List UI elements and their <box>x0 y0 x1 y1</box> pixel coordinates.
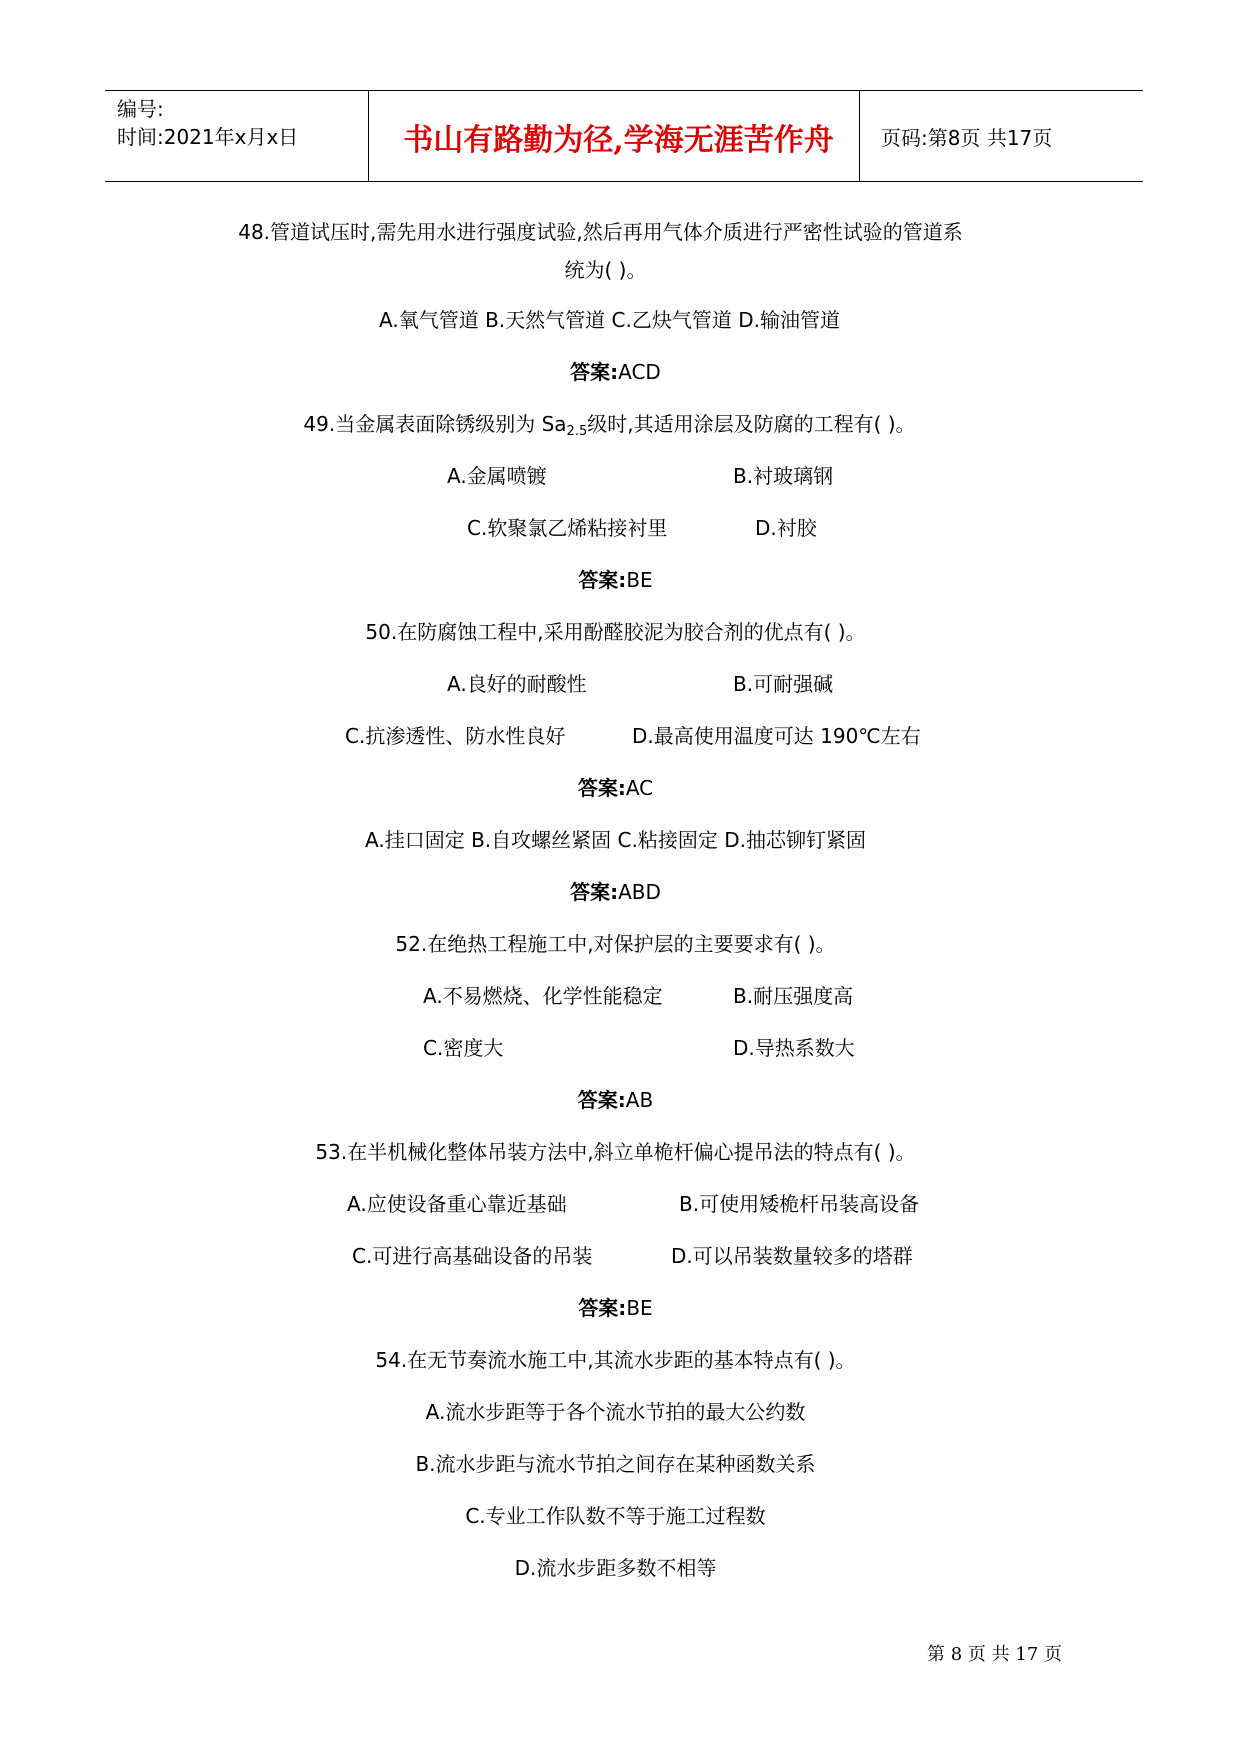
stem-text: 49.当金属表面除锈级别为 Sa <box>303 412 567 436</box>
answer-label: 答案: <box>577 1088 626 1112</box>
doc-number-label: 编号: <box>117 97 164 121</box>
question-52-option-a: A.不易燃烧、化学性能稳定 <box>423 984 663 1008</box>
question-50-option-c: C.抗渗透性、防水性良好 <box>345 724 566 748</box>
answer-label: 答案: <box>577 776 626 800</box>
header-motto: 书山有路勤为径,学海无涯苦作舟 <box>403 122 834 158</box>
question-53-answer <box>0 1294 1236 1322</box>
header-divider <box>859 91 860 182</box>
answer-value: AC <box>625 776 654 800</box>
question-49-option-a: A.金属喷镀 <box>447 464 547 488</box>
answer-value: BE <box>626 568 653 592</box>
question-54-option-d: D.流水步距多数不相等 <box>514 1556 717 1580</box>
question-52-option-c: C.密度大 <box>423 1036 504 1060</box>
question-53-option-a: A.应使设备重心靠近基础 <box>347 1192 567 1216</box>
question-48-stem-line2: 统为( )。 <box>564 258 647 282</box>
question-50-option-a: A.良好的耐酸性 <box>447 672 587 696</box>
question-53-option-c: C.可进行高基础设备的吊装 <box>352 1244 593 1268</box>
doc-time-label: 时间:2021年x月x日 <box>117 125 299 149</box>
header-page-info: 页码:第8页 共17页 <box>881 126 1053 150</box>
answer-value: BE <box>626 1296 653 1320</box>
question-51-answer <box>0 878 1236 906</box>
question-48-options: A.氧气管道 B.天然气管道 C.乙炔气管道 D.输油管道 <box>379 308 840 332</box>
question-53-stem: 53.在半机械化整体吊装方法中,斜立单桅杆偏心提吊法的特点有( )。 <box>315 1140 916 1164</box>
question-53-option-b: B.可使用矮桅杆吊装高设备 <box>679 1192 920 1216</box>
question-49-option-b: B.衬玻璃钢 <box>733 464 834 488</box>
question-48-stem-line1: 48.管道试压时,需先用水进行强度试验,然后再用气体介质进行严密性试验的管道系 <box>238 220 963 244</box>
question-50-option-b: B.可耐强碱 <box>733 672 834 696</box>
question-54-stem: 54.在无节奏流水施工中,其流水步距的基本特点有( )。 <box>375 1348 856 1372</box>
question-49-answer <box>0 566 1236 594</box>
question-48-answer <box>0 358 1236 386</box>
page-footer: 第 8 页 共 17 页 <box>927 1644 1062 1665</box>
answer-label: 答案: <box>570 360 619 384</box>
answer-value: AB <box>625 1088 654 1112</box>
answer-label: 答案: <box>570 880 619 904</box>
question-50-stem: 50.在防腐蚀工程中,采用酚醛胶泥为胶合剂的优点有( )。 <box>365 620 866 644</box>
question-54-option-b: B.流水步距与流水节拍之间存在某种函数关系 <box>415 1452 816 1476</box>
header-divider <box>368 91 369 182</box>
answer-value: ACD <box>618 360 661 384</box>
question-49-stem <box>0 410 1230 438</box>
page-header <box>105 90 1143 182</box>
stem-text: 级时,其适用涂层及防腐的工程有( )。 <box>587 412 916 436</box>
question-54-option-a: A.流水步距等于各个流水节拍的最大公约数 <box>425 1400 806 1424</box>
question-52-answer <box>0 1086 1236 1114</box>
stem-subscript: 2.5 <box>566 424 588 439</box>
question-50-answer <box>0 774 1236 802</box>
question-52-option-d: D.导热系数大 <box>733 1036 855 1060</box>
answer-value: ABD <box>618 880 661 904</box>
question-49-option-d: D.衬胶 <box>755 516 817 540</box>
question-53-option-d: D.可以吊装数量较多的塔群 <box>671 1244 913 1268</box>
question-54-option-c: C.专业工作队数不等于施工过程数 <box>465 1504 766 1528</box>
question-52-option-b: B.耐压强度高 <box>733 984 854 1008</box>
question-52-stem: 52.在绝热工程施工中,对保护层的主要要求有( )。 <box>395 932 836 956</box>
answer-label: 答案: <box>578 1296 627 1320</box>
question-49-option-c: C.软聚氯乙烯粘接衬里 <box>467 516 668 540</box>
answer-label: 答案: <box>578 568 627 592</box>
question-51-options: A.挂口固定 B.自攻螺丝紧固 C.粘接固定 D.抽芯铆钉紧固 <box>365 828 866 852</box>
header-meta <box>117 95 298 151</box>
question-50-option-d: D.最高使用温度可达 190℃左右 <box>632 724 921 748</box>
